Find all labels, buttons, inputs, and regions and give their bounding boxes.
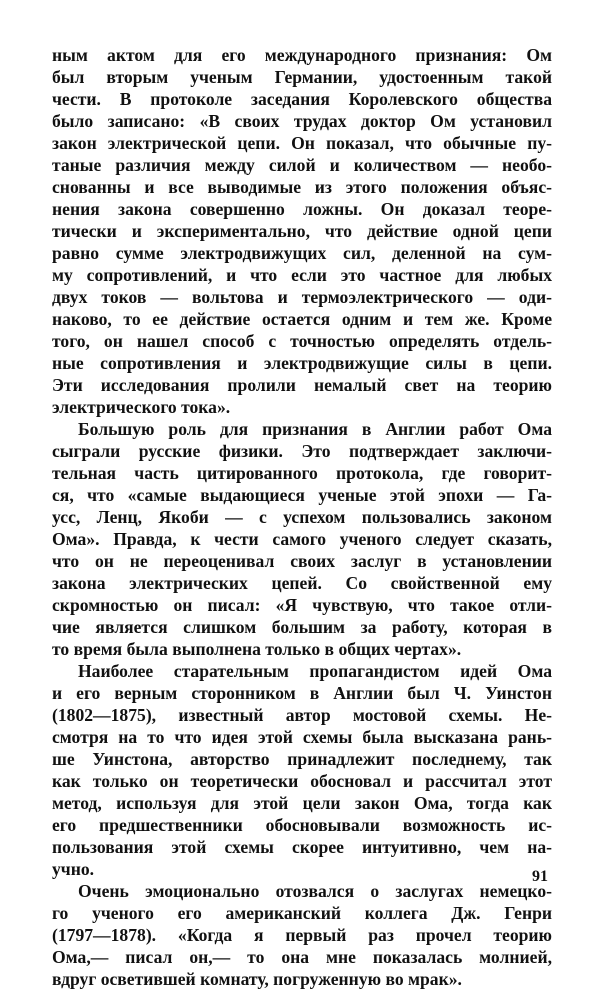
text-line: Ома,— писал он,— то она мне показалась молнией, — [52, 947, 552, 967]
text-line: тически и экспериментально, что действие одной цепи — [52, 221, 552, 241]
text-line: сыграли русские физики. Это подтверждает заключи- — [52, 441, 552, 461]
text-line: Наиболее старательным пропагандистом идей Ома — [78, 661, 552, 681]
text-line: Очень эмоционально отозвался о заслугах немецко- — [78, 881, 552, 901]
text-line: Ома». Правда, к чести самого ученого следует сказать, — [52, 529, 552, 549]
text-line: учно. — [52, 859, 95, 879]
text-line: как только он теоретически обосновал и рассчитал этот — [52, 771, 552, 791]
text-line: чести. В протоколе заседания Королевского общества — [52, 89, 552, 109]
text-line: (1802—1875), известный автор мостовой схемы. Не- — [52, 705, 552, 725]
text-line: Эти исследования пролили немалый свет на теорию — [52, 375, 552, 395]
paragraph — [52, 44, 552, 418]
text-line: что он не переоценивал своих заслуг в установлении — [52, 551, 552, 571]
paragraph — [52, 880, 552, 990]
text-line: электрического тока». — [52, 397, 231, 417]
paragraph — [52, 660, 552, 880]
text-line: (1797—1878). «Когда я первый раз прочел теорию — [52, 925, 552, 945]
text-line: того, он нашел способ с точностью определять отдель- — [52, 331, 552, 351]
text-line: был вторым ученым Германии, удостоенным такой — [52, 67, 552, 87]
text-line: тельная часть цитированного протокола, где говорит- — [52, 463, 552, 483]
text-line: его предшественники обосновывали возможность ис- — [52, 815, 552, 835]
text-line: смотря на то что идея этой схемы была высказана рань- — [52, 727, 552, 747]
text-line: таные различия между силой и количеством — необо- — [52, 155, 552, 175]
text-line: го ученого его американский коллега Дж. Генри — [52, 903, 552, 923]
text-line: ным актом для его международного признания: Ом — [52, 45, 552, 65]
text-line: снованны и все выводимые из этого положения объяс- — [52, 177, 552, 197]
text-line: усс, Ленц, Якоби — с успехом пользовались законом — [52, 507, 552, 527]
text-line: двух токов — вольтова и термоэлектрического — оди- — [52, 287, 552, 307]
text-line: было записано: «В своих трудах доктор Ом установил — [52, 111, 552, 131]
text-line: наково, то ее действие остается одним и тем же. Кроме — [52, 309, 552, 329]
text-line: закон электрической цепи. Он показал, что обычные пу- — [52, 133, 552, 153]
text-line: вдруг осветившей комнату, погруженную во мрак». — [52, 969, 462, 989]
text-line: скромностью он писал: «Я чувствую, что такое отли- — [52, 595, 552, 615]
text-line: равно сумме электродвижущих сил, деленной на сум- — [52, 243, 552, 263]
page-number: 91 — [532, 868, 548, 885]
text-line: Большую роль для признания в Англии работ Ома — [78, 419, 552, 439]
text-line: пользования этой схемы скорее интуитивно, чем на- — [52, 837, 552, 857]
text-line: закона электрических цепей. Со свойственной ему — [52, 573, 552, 593]
page-text — [52, 44, 552, 990]
text-line: и его верным сторонником в Англии был Ч. Уинстон — [52, 683, 552, 703]
text-line: чие является слишком большим за работу, которая в — [52, 617, 552, 637]
text-line: метод, используя для этой цели закон Ома, тогда как — [52, 793, 552, 813]
text-line: ся, что «самые выдающиеся ученые этой эпохи — Га- — [52, 485, 552, 505]
text-line: то время была выполнена только в общих чертах». — [52, 639, 462, 659]
text-line: нения закона совершенно ложны. Он доказал теоре- — [52, 199, 552, 219]
text-line: ные сопротивления и электродвижущие силы в цепи. — [52, 353, 552, 373]
text-line: ше Уинстона, авторство принадлежит последнему, так — [52, 749, 552, 769]
text-line: му сопротивлений, и что если это частное для любых — [52, 265, 552, 285]
paragraph — [52, 418, 552, 660]
